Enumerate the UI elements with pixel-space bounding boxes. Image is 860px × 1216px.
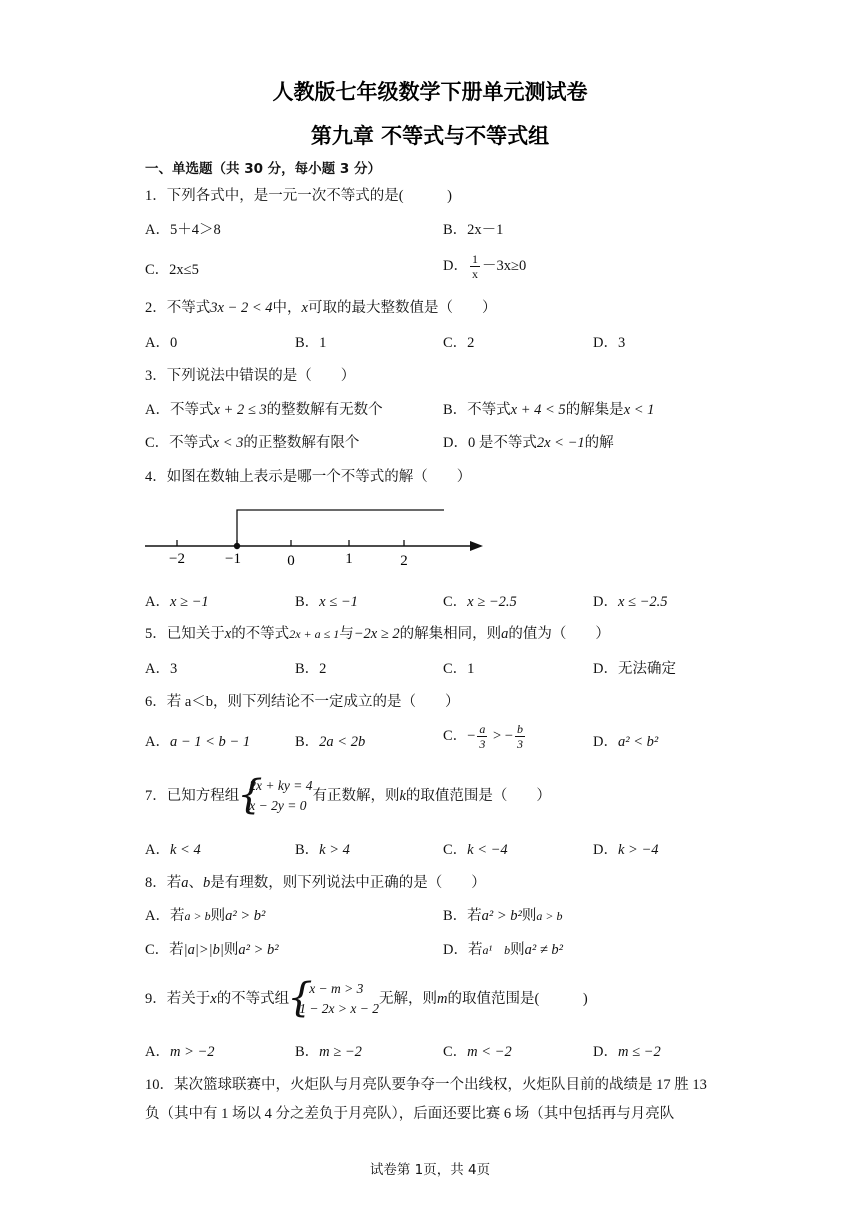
page-title: 人教版七年级数学下册单元测试卷 xyxy=(272,80,588,104)
q3-option-b: B．不等式x + 4 < 5的解集是x < 1 xyxy=(443,402,655,418)
solid-point xyxy=(234,543,240,549)
q8-option-c: C．若|a|>|b|则a² > b² xyxy=(145,942,279,958)
question-8-stem: 8．若a、b是有理数，则下列说法中正确的是（ ） xyxy=(145,875,486,891)
question-3-stem: 3．下列说法中错误的是（ ） xyxy=(145,368,356,384)
q2-option-a: A．0 xyxy=(145,335,178,351)
q3-option-a: A．不等式x + 2 ≤ 3的整数解有无数个 xyxy=(145,402,383,418)
q4-option-b: B．x ≤ −1 xyxy=(295,594,358,610)
q8-option-b: B．若a² > b²则a > b xyxy=(443,908,563,924)
q4-option-c: C．x ≥ −2.5 xyxy=(443,594,517,610)
question-5-stem: 5．已知关于x的不等式2x + a ≤ 1与−2x ≥ 2的解集相同，则a的值为（ ） xyxy=(145,626,610,642)
tick-label-minus-1: −1 xyxy=(225,551,241,567)
question-7-stem: 7．已知方程组 { 2x + ky = 4 x − 2y = 0 有正数解，则k的取值范围是（ ） xyxy=(145,776,551,816)
q1-option-b: B．2x－1 xyxy=(443,222,504,238)
q6-option-d: D．a² < b² xyxy=(593,734,659,750)
inequality-system: { x − m > 3 1 − 2x > x − 2 xyxy=(289,979,379,1019)
q7-option-b: B．k > 4 xyxy=(295,842,350,858)
q7-option-a: A．k < 4 xyxy=(145,842,201,858)
q3-option-c: C．不等式x < 3的正整数解有限个 xyxy=(145,435,360,451)
tick-label-minus-2: −2 xyxy=(169,551,185,567)
page-footer: 试卷第 1页，共 4页 xyxy=(369,1162,491,1178)
q6-option-c: C．− $\frac{a}{3}$ > − $\frac{b}{3}$ xyxy=(443,722,523,751)
q9-option-c: C．m < −2 xyxy=(443,1044,512,1060)
number-line-arrow xyxy=(470,541,483,551)
number-line-figure xyxy=(140,500,490,572)
q7-option-d: D．k > −4 xyxy=(593,842,659,858)
q6-option-b: B．2a < 2b xyxy=(295,734,366,750)
q2-option-d: D．3 xyxy=(593,335,626,351)
section-heading: 一、单选题（共 30 分，每小题 3 分） xyxy=(145,161,381,177)
q2-option-c: C．2 xyxy=(443,335,475,351)
solution-ray xyxy=(237,510,444,546)
tick-label-0: 0 xyxy=(287,553,295,569)
question-1-stem: 1．下列各式中，是一元一次不等式的是( ) xyxy=(145,188,452,204)
q3-option-d: D．0 是不等式2x < −1的解 xyxy=(443,435,614,451)
q6-option-a: A．a − 1 < b − 1 xyxy=(145,734,251,750)
question-9-stem: 9．若关于x的不等式组 { x − m > 3 1 − 2x > x − 2 无解，则m的取值范围是( ) xyxy=(145,979,588,1019)
q5-option-c: C．1 xyxy=(443,661,475,677)
q4-option-a: A．x ≥ −1 xyxy=(145,594,209,610)
equation-system: { 2x + ky = 4 x − 2y = 0 xyxy=(239,776,312,816)
q5-option-a: A．3 xyxy=(145,661,178,677)
q8-option-a: A．若a > b则a² > b² xyxy=(145,908,266,924)
q8-option-d: D．若a¹ b则a² ≠ b² xyxy=(443,942,563,958)
q4-option-d: D．x ≤ −2.5 xyxy=(593,594,668,610)
q1-option-c: C．2x≤5 xyxy=(145,262,199,278)
chapter-title: 第九章 不等式与不等式组 xyxy=(310,124,550,148)
question-6-stem: 6．若 a＜b，则下列结论不一定成立的是（ ） xyxy=(145,694,460,710)
q7-option-c: C．k < −4 xyxy=(443,842,508,858)
question-10-stem: 10．某次篮球联赛中，火炬队与月亮队要争夺一个出线权，火炬队目前的战绩是 17 胜 13 负（其中有 1 场以 4 分之差负于月亮队），后面还要比赛 6 场（其中包括再与月亮队 xyxy=(145,1077,707,1122)
q9-option-a: A．m > −2 xyxy=(145,1044,215,1060)
q5-option-d: D．无法确定 xyxy=(593,661,676,677)
tick-label-1: 1 xyxy=(345,551,353,567)
question-4-stem: 4．如图在数轴上表示是哪一个不等式的解（ ） xyxy=(145,469,472,485)
question-2-stem: 2．不等式3x − 2 < 4中，x可取的最大整数值是（ ） xyxy=(145,300,497,316)
q1-option-d: D． $\frac{1}{x}$ －3x≥0 xyxy=(443,252,527,281)
q9-option-b: B．m ≥ −2 xyxy=(295,1044,362,1060)
q9-option-d: D．m ≤ −2 xyxy=(593,1044,661,1060)
q5-option-b: B．2 xyxy=(295,661,327,677)
tick-label-2: 2 xyxy=(400,553,408,569)
q1-option-a: A．5＋4＞8 xyxy=(145,222,221,238)
q2-option-b: B．1 xyxy=(295,335,327,351)
